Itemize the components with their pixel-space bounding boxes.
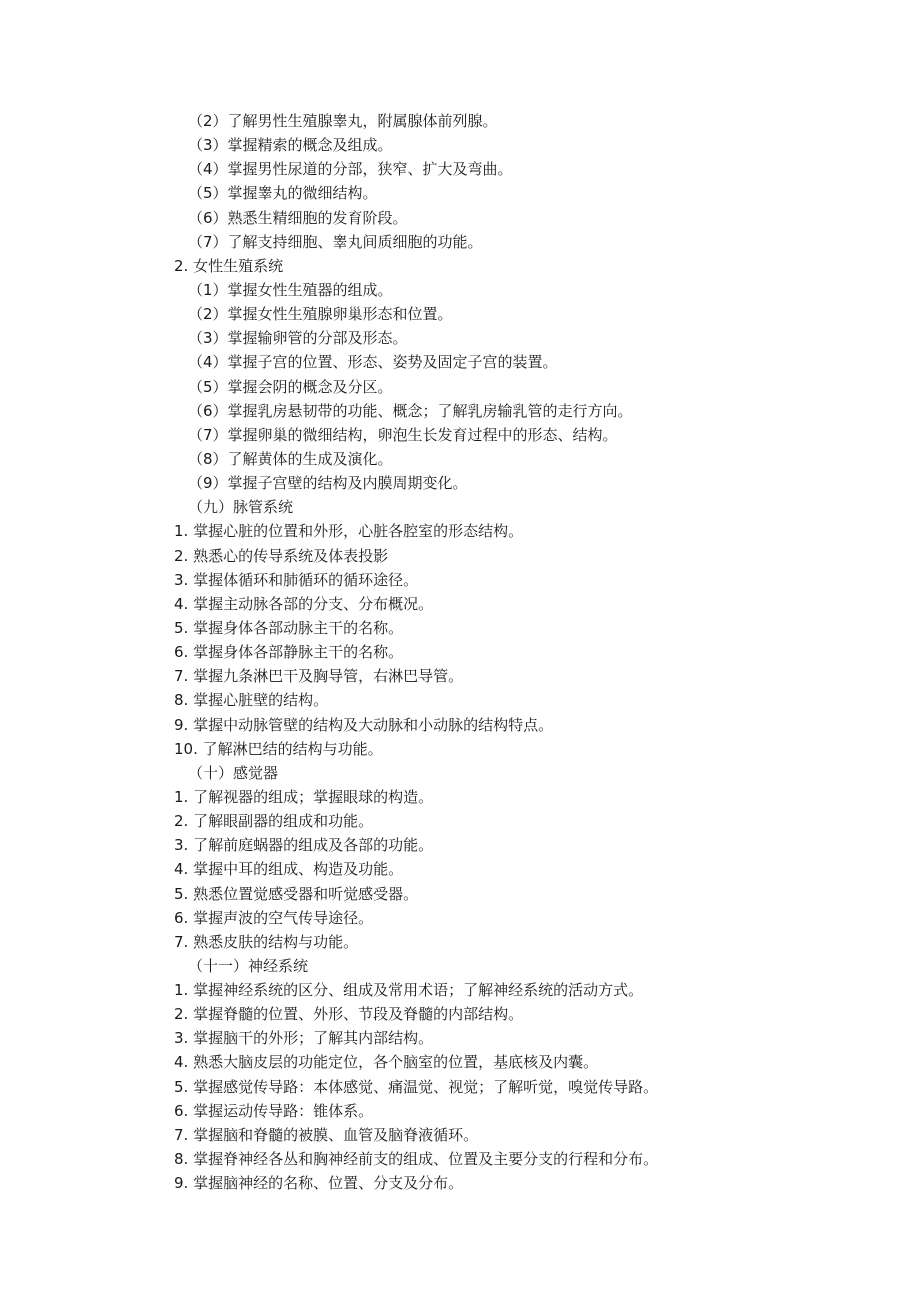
sub-item: （6）熟悉生精细胞的发育阶段。 [188, 208, 408, 227]
list-item: 2. 了解眼副器的组成和功能。 [174, 812, 374, 831]
sub-item: （2）了解男性生殖腺睾丸，附属腺体前列腺。 [188, 112, 498, 130]
sub-item: （8）了解黄体的生成及演化。 [188, 449, 393, 468]
sub-item: （3）掌握输卵管的分部及形态。 [188, 329, 408, 348]
list-item: 2. 女性生殖系统 [174, 256, 284, 275]
list-item: 9. 掌握中动脉管壁的结构及大动脉和小动脉的结构特点。 [174, 715, 554, 734]
list-item: 1. 掌握神经系统的区分、组成及常用术语；了解神经系统的活动方式。 [174, 981, 644, 1000]
sub-item: （7）掌握卵巢的微细结构，卵泡生长发育过程中的形态、结构。 [188, 425, 618, 444]
list-item: 8. 掌握脊神经各丛和胸神经前支的组成、位置及主要分支的行程和分布。 [174, 1150, 659, 1169]
section-heading: （十一）神经系统 [188, 956, 309, 975]
list-item: 10. 了解淋巴结的结构与功能。 [174, 739, 383, 758]
list-item: 7. 掌握脑和脊髓的被膜、血管及脑脊液循环。 [174, 1125, 479, 1144]
sub-item: （4）掌握男性尿道的分部，狭窄、扩大及弯曲。 [188, 160, 513, 179]
list-item: 6. 掌握声波的空气传导途径。 [174, 908, 374, 927]
list-item: 1. 掌握心脏的位置和外形，心脏各腔室的形态结构。 [174, 522, 524, 541]
sub-item: （5）掌握睾丸的微细结构。 [188, 184, 378, 203]
syllabus-text-block [0, 109, 920, 1195]
list-item: 2. 熟悉心的传导系统及体表投影 [174, 546, 389, 565]
section-heading: （九）脉管系统 [188, 498, 294, 517]
list-item: 1. 了解视器的组成；掌握眼球的构造。 [174, 787, 434, 806]
section-heading: （十）感觉器 [188, 763, 279, 782]
sub-item: （1）掌握女性生殖器的组成。 [188, 280, 393, 299]
list-item: 4. 熟悉大脑皮层的功能定位，各个脑室的位置，基底核及内囊。 [174, 1053, 599, 1072]
sub-item: （3）掌握精索的概念及组成。 [188, 136, 393, 155]
sub-item: （9）掌握子宫壁的结构及内膜周期变化。 [188, 474, 468, 493]
list-item: 5. 熟悉位置觉感受器和听觉感受器。 [174, 884, 419, 903]
list-item: 5. 掌握身体各部动脉主干的名称。 [174, 618, 404, 637]
sub-item: （5）掌握会阴的概念及分区。 [188, 377, 393, 396]
sub-item: （2）掌握女性生殖腺卵巢形态和位置。 [188, 305, 453, 324]
list-item: 4. 掌握主动脉各部的分支、分布概况。 [174, 594, 434, 613]
sub-item: （4）掌握子宫的位置、形态、姿势及固定子宫的装置。 [188, 353, 558, 372]
list-item: 3. 了解前庭蜗器的组成及各部的功能。 [174, 836, 434, 855]
list-item: 7. 掌握九条淋巴干及胸导管，右淋巴导管。 [174, 667, 464, 686]
list-item: 3. 掌握脑干的外形；了解其内部结构。 [174, 1029, 434, 1048]
sub-item: （6）掌握乳房悬韧带的功能、概念；了解乳房输乳管的走行方向。 [188, 401, 633, 420]
list-item: 7. 熟悉皮肤的结构与功能。 [174, 932, 359, 951]
list-item: 8. 掌握心脏壁的结构。 [174, 691, 329, 710]
list-item: 2. 掌握脊髓的位置、外形、节段及脊髓的内部结构。 [174, 1005, 524, 1024]
list-item: 4. 掌握中耳的组成、构造及功能。 [174, 860, 404, 879]
list-item: 6. 掌握运动传导路：锥体系。 [174, 1101, 374, 1120]
list-item: 6. 掌握身体各部静脉主干的名称。 [174, 643, 404, 662]
list-item: 9. 掌握脑神经的名称、位置、分支及分布。 [174, 1174, 464, 1193]
list-item: 3. 掌握体循环和肺循环的循环途径。 [174, 570, 419, 589]
sub-item: （7）了解支持细胞、睾丸间质细胞的功能。 [188, 232, 483, 251]
list-item: 5. 掌握感觉传导路：本体感觉、痛温觉、视觉；了解听觉，嗅觉传导路。 [174, 1077, 659, 1096]
